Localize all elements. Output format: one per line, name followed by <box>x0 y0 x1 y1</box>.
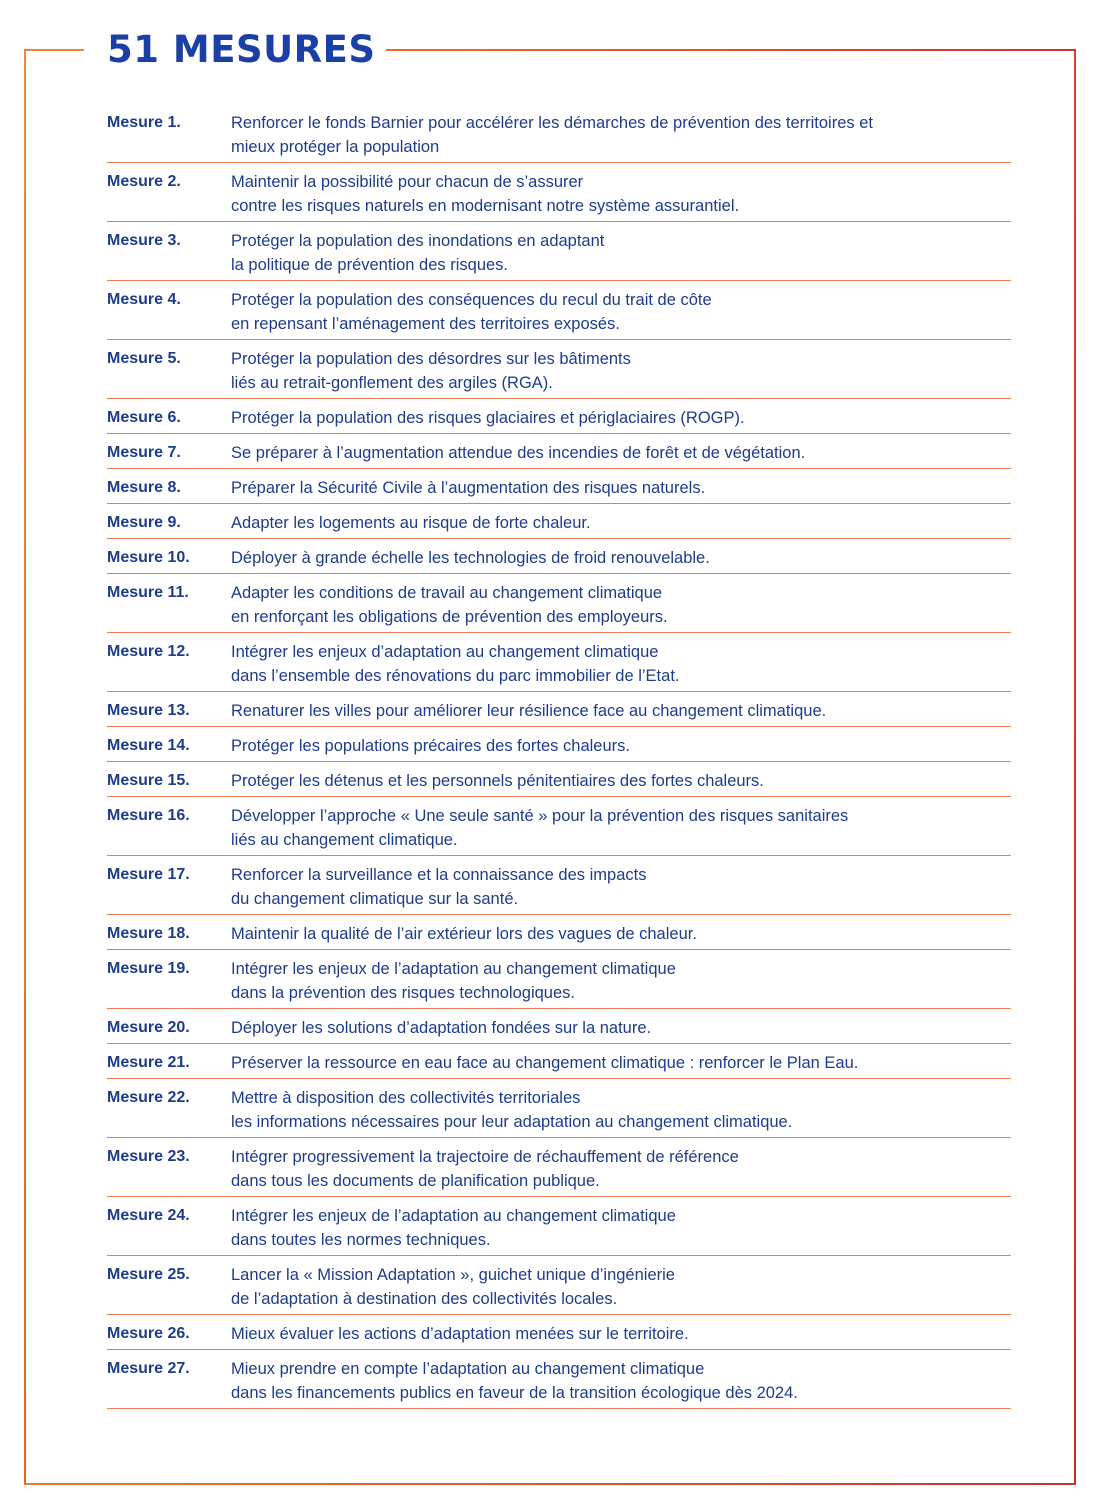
measure-row <box>107 950 1011 1009</box>
measure-row <box>107 399 1011 434</box>
measure-row <box>107 633 1011 692</box>
measure-text: Intégrer progressivement la trajectoire de réchauffement de référence dans tous les documents de planification publique. <box>231 1148 739 1190</box>
measure-row <box>107 856 1011 915</box>
measure-row <box>107 340 1011 399</box>
measure-text: Mettre à disposition des collectivités territoriales les informations nécessaires pour leur adaptation au changement climatique. <box>231 1089 793 1131</box>
measure-number: Mesure 25. <box>107 1266 190 1283</box>
measure-text: Intégrer les enjeux de l’adaptation au changement climatique dans la prévention des risques technologiques. <box>231 960 676 1002</box>
measure-row <box>107 1197 1011 1256</box>
measure-number: Mesure 4. <box>107 291 181 308</box>
measure-text: Déployer à grande échelle les technologies de froid renouvelable. <box>231 549 710 567</box>
measure-text: Déployer les solutions d’adaptation fondées sur la nature. <box>231 1019 652 1037</box>
measure-row <box>107 434 1011 469</box>
measure-row <box>107 1315 1011 1350</box>
page-title: 51 MESURES <box>107 28 382 72</box>
measure-number: Mesure 16. <box>107 807 190 824</box>
measure-text: Développer l’approche « Une seule santé » pour la prévention des risques sanitaires liés au changement climatique. <box>231 807 849 849</box>
measure-number: Mesure 18. <box>107 925 190 942</box>
frame-border-right <box>1074 49 1076 1485</box>
measure-row <box>107 1079 1011 1138</box>
measure-row <box>107 727 1011 762</box>
measure-row <box>107 1256 1011 1315</box>
measure-row <box>107 1138 1011 1197</box>
measure-text: Renaturer les villes pour améliorer leur résilience face au changement climatique. <box>231 702 827 720</box>
measure-number: Mesure 2. <box>107 173 181 190</box>
measure-number: Mesure 9. <box>107 514 181 531</box>
frame-border-left <box>24 49 26 1485</box>
measure-row <box>107 222 1011 281</box>
measure-number: Mesure 3. <box>107 232 181 249</box>
measure-number: Mesure 1. <box>107 114 181 131</box>
measure-row <box>107 797 1011 856</box>
measure-text: Protéger les populations précaires des fortes chaleurs. <box>231 737 630 755</box>
measure-row <box>107 163 1011 222</box>
measure-row <box>107 469 1011 504</box>
measure-text: Protéger la population des risques glaciaires et périglaciaires (ROGP). <box>231 409 745 427</box>
measure-text: Renforcer la surveillance et la connaissance des impacts du changement climatique sur la santé. <box>231 866 647 908</box>
measure-row <box>107 1044 1011 1079</box>
measure-number: Mesure 26. <box>107 1325 190 1342</box>
measure-text: Renforcer le fonds Barnier pour accélérer les démarches de prévention des territoires et mieux protéger la population <box>231 114 873 156</box>
measure-number: Mesure 22. <box>107 1089 190 1106</box>
measure-text: Mieux prendre en compte l’adaptation au changement climatique dans les financements publics en faveur de la transition écologique dès 2024. <box>231 1360 798 1402</box>
measure-number: Mesure 24. <box>107 1207 190 1224</box>
measure-number: Mesure 11. <box>107 584 189 601</box>
measure-row <box>107 915 1011 950</box>
measure-row <box>107 1350 1011 1409</box>
measure-row <box>107 762 1011 797</box>
measure-text: Protéger les détenus et les personnels pénitentiaires des fortes chaleurs. <box>231 772 764 790</box>
measure-number: Mesure 17. <box>107 866 190 883</box>
measure-text: Maintenir la possibilité pour chacun de s’assurer contre les risques naturels en modernisant notre système assurantiel. <box>231 173 740 215</box>
measure-text: Mieux évaluer les actions d’adaptation menées sur le territoire. <box>231 1325 689 1343</box>
measure-text: Intégrer les enjeux d’adaptation au changement climatique dans l’ensemble des rénovations du parc immobilier de l’Etat. <box>231 643 680 685</box>
measure-text: Lancer la « Mission Adaptation », guichet unique d’ingénierie de l’adaptation à destination des collectivités locales. <box>231 1266 675 1308</box>
measure-row <box>107 539 1011 574</box>
measure-number: Mesure 27. <box>107 1360 190 1377</box>
measure-row <box>107 504 1011 539</box>
measure-text: Protéger la population des inondations en adaptant la politique de prévention des risques. <box>231 232 605 274</box>
frame-border-bottom <box>24 1483 1076 1485</box>
measure-text: Se préparer à l’augmentation attendue des incendies de forêt et de végétation. <box>231 444 806 462</box>
measure-row <box>107 281 1011 340</box>
measure-number: Mesure 7. <box>107 444 181 461</box>
measure-row <box>107 692 1011 727</box>
measure-text: Adapter les conditions de travail au changement climatique en renforçant les obligations de prévention des employeurs. <box>231 584 668 626</box>
measure-number: Mesure 8. <box>107 479 181 496</box>
measure-row <box>107 104 1011 163</box>
frame-border-top-right <box>386 49 1076 51</box>
measure-number: Mesure 21. <box>107 1054 190 1071</box>
measure-number: Mesure 14. <box>107 737 190 754</box>
measure-number: Mesure 20. <box>107 1019 190 1036</box>
measure-number: Mesure 10. <box>107 549 190 566</box>
measures-list <box>107 104 1011 1409</box>
measure-text: Adapter les logements au risque de forte chaleur. <box>231 514 591 532</box>
measure-number: Mesure 6. <box>107 409 181 426</box>
measure-number: Mesure 12. <box>107 643 190 660</box>
measure-text: Préparer la Sécurité Civile à l’augmentation des risques naturels. <box>231 479 706 497</box>
measure-number: Mesure 15. <box>107 772 190 789</box>
measure-number: Mesure 13. <box>107 702 190 719</box>
measure-text: Protéger la population des désordres sur les bâtiments liés au retrait-gonflement des argiles (RGA). <box>231 350 631 392</box>
measure-number: Mesure 23. <box>107 1148 190 1165</box>
measure-number: Mesure 19. <box>107 960 190 977</box>
measure-number: Mesure 5. <box>107 350 181 367</box>
measure-row <box>107 574 1011 633</box>
measure-text: Maintenir la qualité de l’air extérieur lors des vagues de chaleur. <box>231 925 697 943</box>
measure-row <box>107 1009 1011 1044</box>
measure-text: Préserver la ressource en eau face au changement climatique : renforcer le Plan Eau. <box>231 1054 859 1072</box>
measure-text: Intégrer les enjeux de l’adaptation au changement climatique dans toutes les normes techniques. <box>231 1207 676 1249</box>
measure-text: Protéger la population des conséquences du recul du trait de côte en repensant l’aménagement des territoires exposés. <box>231 291 712 333</box>
frame-border-top-left <box>24 49 84 51</box>
